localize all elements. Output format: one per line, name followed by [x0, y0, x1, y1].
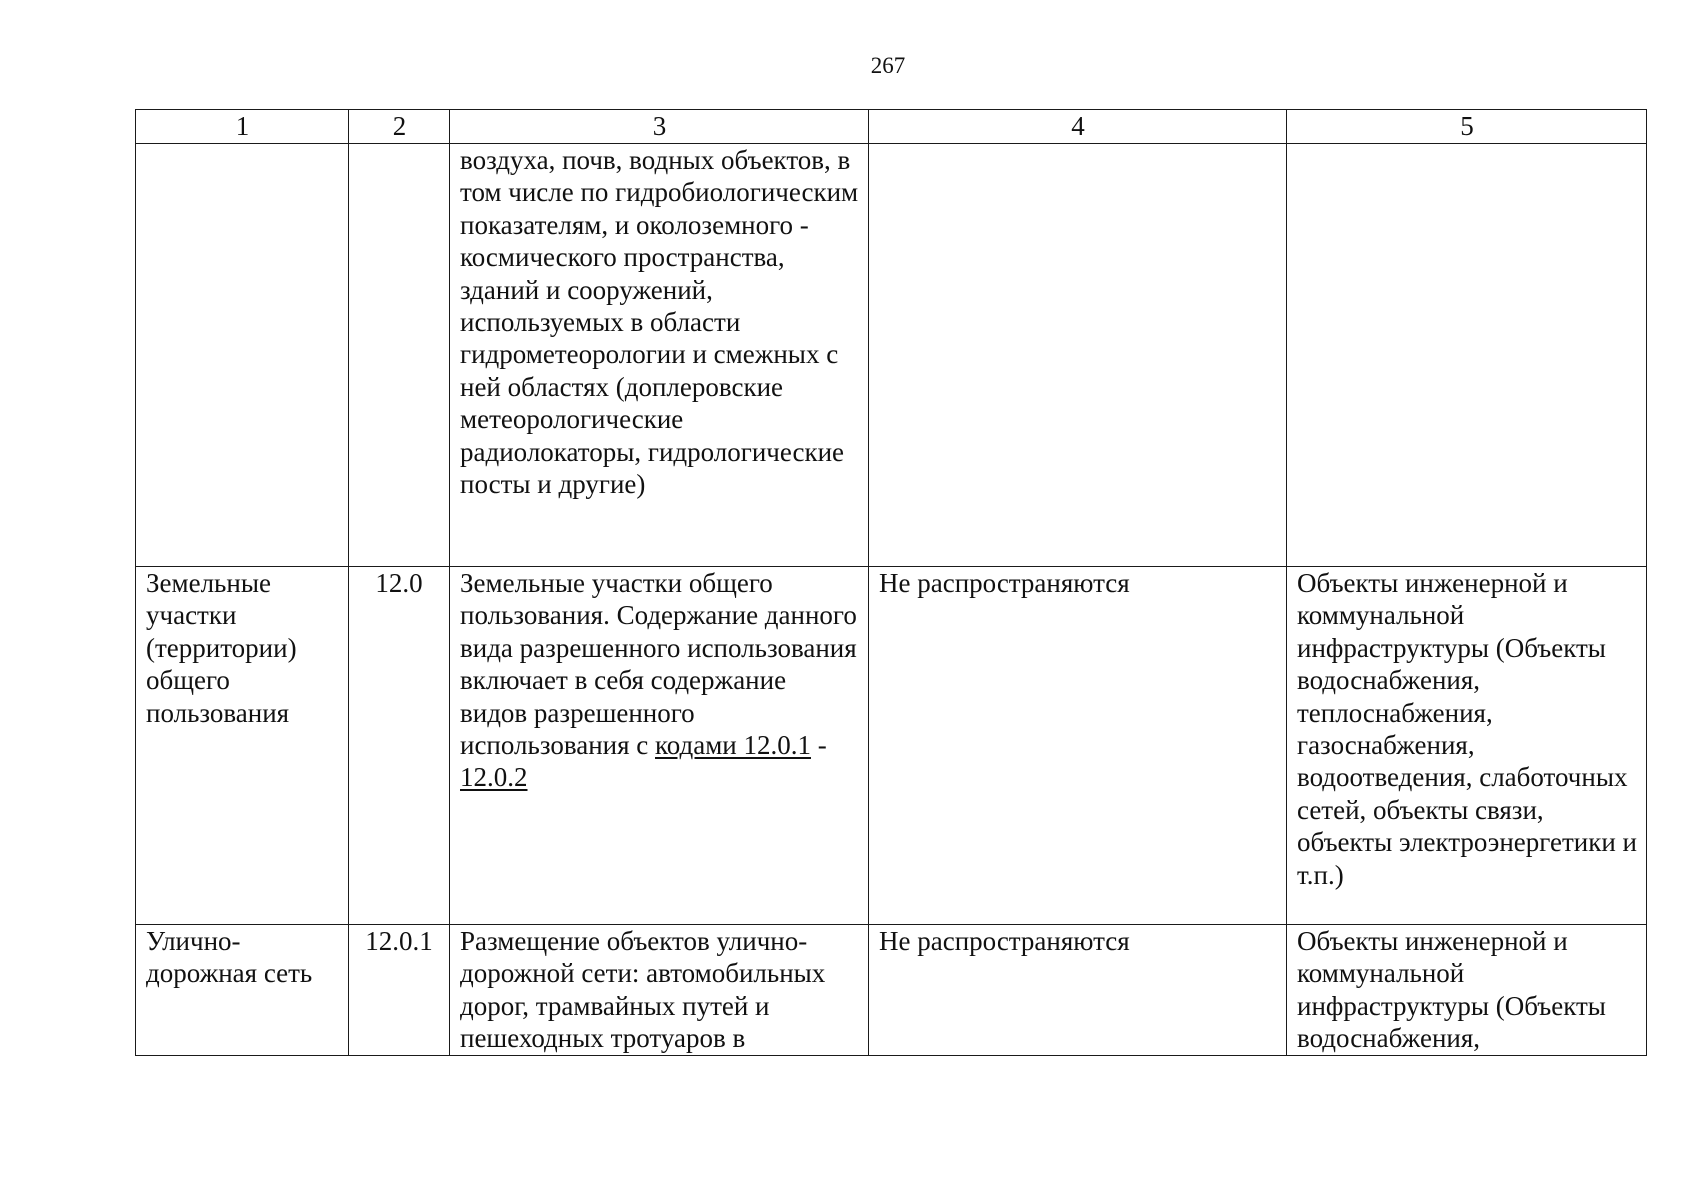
column-header-5: 5 — [1287, 110, 1647, 144]
code-link-12-0-1[interactable]: кодами 12.0.1 — [655, 730, 811, 761]
row-code — [349, 144, 450, 567]
row-code: 12.0 — [349, 567, 450, 925]
row-description — [450, 567, 869, 925]
row-description — [450, 925, 869, 1056]
table-row — [136, 925, 1647, 1056]
row-col4-text: Не распространяются — [879, 926, 1130, 956]
table-row — [136, 144, 1647, 567]
row-name — [136, 144, 349, 567]
row-description: воздуха, почв, водных объектов, в том числе по гидробиологическим показателям, и околоземного - космического пространства, зданий и сооружений, используемых в области гидрометеорологии и смежных с ней областях (доплеровские метеорологические радиолокаторы, гидрологические посты и другие) — [450, 144, 869, 567]
column-header-1: 1 — [136, 110, 349, 144]
row-code — [349, 925, 450, 1056]
land-use-table — [135, 109, 1647, 1056]
row-col4: Не распространяются — [869, 567, 1287, 925]
column-header-2: 2 — [349, 110, 450, 144]
row-col5-text: Объекты инженерной и коммунальной инфраструктуры (Объекты водоснабжения, — [1297, 926, 1606, 1054]
column-header-3: 3 — [450, 110, 869, 144]
row-col4 — [869, 925, 1287, 1056]
column-header-4: 4 — [869, 110, 1287, 144]
row-description-text: Размещение объектов улично-дорожной сети: автомобильных дорог, трамвайных путей и пешеходных тротуаров в — [460, 926, 826, 1054]
row-col5 — [1287, 925, 1647, 1056]
table-header-row — [136, 110, 1647, 144]
row-code-text: 12.0.1 — [365, 926, 433, 956]
row-col5: Объекты инженерной и коммунальной инфраструктуры (Объекты водоснабжения, теплоснабжения, газоснабжения, водоотведения, слаботочных сетей, объекты связи, объекты электроэнергетики и т.п.) — [1287, 567, 1647, 925]
row-name-text: Улично-дорожная сеть — [146, 926, 313, 989]
link-separator: - — [810, 730, 827, 761]
table-row — [136, 567, 1647, 925]
row-name — [136, 925, 349, 1056]
row-col5 — [1287, 144, 1647, 567]
row-name: Земельные участки (территории) общего пользования — [136, 567, 349, 925]
page-number: 267 — [870, 53, 906, 78]
description-text: Земельные участки общего пользования. Содержание данного вида разрешенного использования включает в себя содержание видов разрешенного использования с — [460, 568, 857, 761]
code-link-12-0-2[interactable]: 12.0.2 — [460, 762, 528, 793]
row-col4 — [869, 144, 1287, 567]
